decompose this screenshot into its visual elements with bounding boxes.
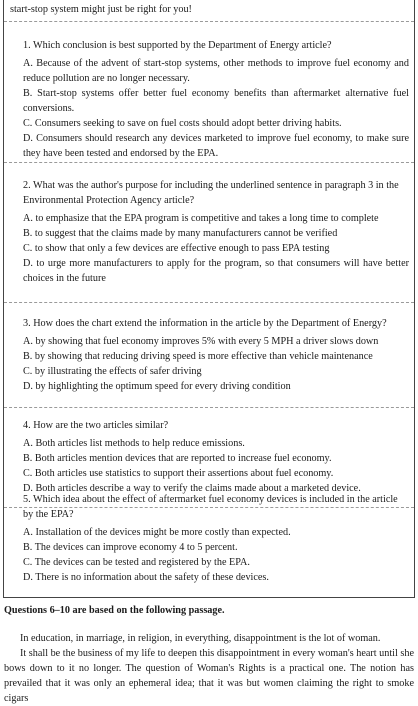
answer-option-d: D. by highlighting the optimum speed for every driving condition (23, 381, 291, 392)
question-stem: 3. How does the chart extend the information in the article by the Department of Energy? (23, 318, 387, 329)
answer-option-d: D. There is no information about the safety of these devices. (23, 572, 269, 583)
question-5 (23, 492, 409, 585)
separator-line (4, 21, 414, 22)
question-1 (23, 38, 409, 161)
separator-line (4, 407, 414, 408)
separator-line (4, 162, 414, 163)
section-heading: Questions 6–10 are based on the following passage. (4, 605, 225, 616)
answer-option-c: C. by illustrating the effects of safer driving (23, 366, 202, 377)
question-2 (23, 178, 409, 286)
reading-passage (4, 631, 414, 706)
answer-option-d: D. Both articles describe a way to verify the claims made about a marketed device. (23, 483, 361, 494)
answer-option-d: D. Consumers should research any devices marketed to improve fuel economy, to make sure they have been tested and endorsed by the EPA. (23, 133, 409, 159)
answer-option-b: B. The devices can improve economy 4 to 5 percent. (23, 542, 238, 553)
answer-option-c: C. to show that only a few devices are effective enough to pass EPA testing (23, 243, 330, 254)
question-stem: 1. Which conclusion is best supported by the Department of Energy article? (23, 40, 332, 51)
answer-option-a: A. by showing that fuel economy improves 5% with every 5 MPH a driver slows down (23, 336, 379, 347)
answer-option-b: B. Start-stop systems offer better fuel economy benefits than aftermarket alternative fuel conversions. (23, 88, 409, 114)
question-stem: 5. Which idea about the effect of aftermarket fuel economy devices is included in the article by the EPA? (23, 494, 398, 520)
answer-option-b: B. to suggest that the claims made by many manufacturers cannot be verified (23, 228, 338, 239)
answer-option-a: A. Because of the advent of start-stop systems, other methods to improve fuel economy and reduce pollution are no longer necessary. (23, 58, 409, 84)
answer-option-a: A. Installation of the devices might be more costly than expected. (23, 527, 291, 538)
question-3 (23, 316, 409, 394)
answer-option-c: C. The devices can be tested and registered by the EPA. (23, 557, 250, 568)
question-stem: 4. How are the two articles similar? (23, 420, 169, 431)
answer-option-d: D. to urge more manufacturers to apply for the program, so that consumers will have better choices in the future (23, 258, 409, 284)
question-stem: 2. What was the author's purpose for including the underlined sentence in paragraph 3 in the Environmental Protection Agency article? (23, 180, 399, 206)
question-4 (23, 418, 409, 496)
answer-option-a: A. to emphasize that the EPA program is competitive and takes a long time to complete (23, 213, 379, 224)
answer-option-b: B. Both articles mention devices that are reported to increase fuel economy. (23, 453, 332, 464)
passage-paragraph: It shall be the business of my life to deepen this disappointment in every woman's heart until she bows down to it no longer. The question of Woman's Rights is a practical one. The notion has prevailed that it was only an ephemeral idea; that it was but women claiming the right to smoke cigars (4, 648, 414, 704)
answer-option-c: C. Both articles use statistics to support their assertions about fuel economy. (23, 468, 334, 479)
answer-option-b: B. by showing that reducing driving speed is more effective than vehicle maintenance (23, 351, 373, 362)
passage-paragraph: In education, in marriage, in religion, in everything, disappointment is the lot of woman. (20, 633, 381, 644)
separator-line (4, 302, 414, 303)
answer-option-c: C. Consumers seeking to save on fuel costs should adopt better driving habits. (23, 118, 342, 129)
intro-text: start-stop system might just be right for you! (10, 4, 192, 15)
answer-option-a: A. Both articles list methods to help reduce emissions. (23, 438, 245, 449)
